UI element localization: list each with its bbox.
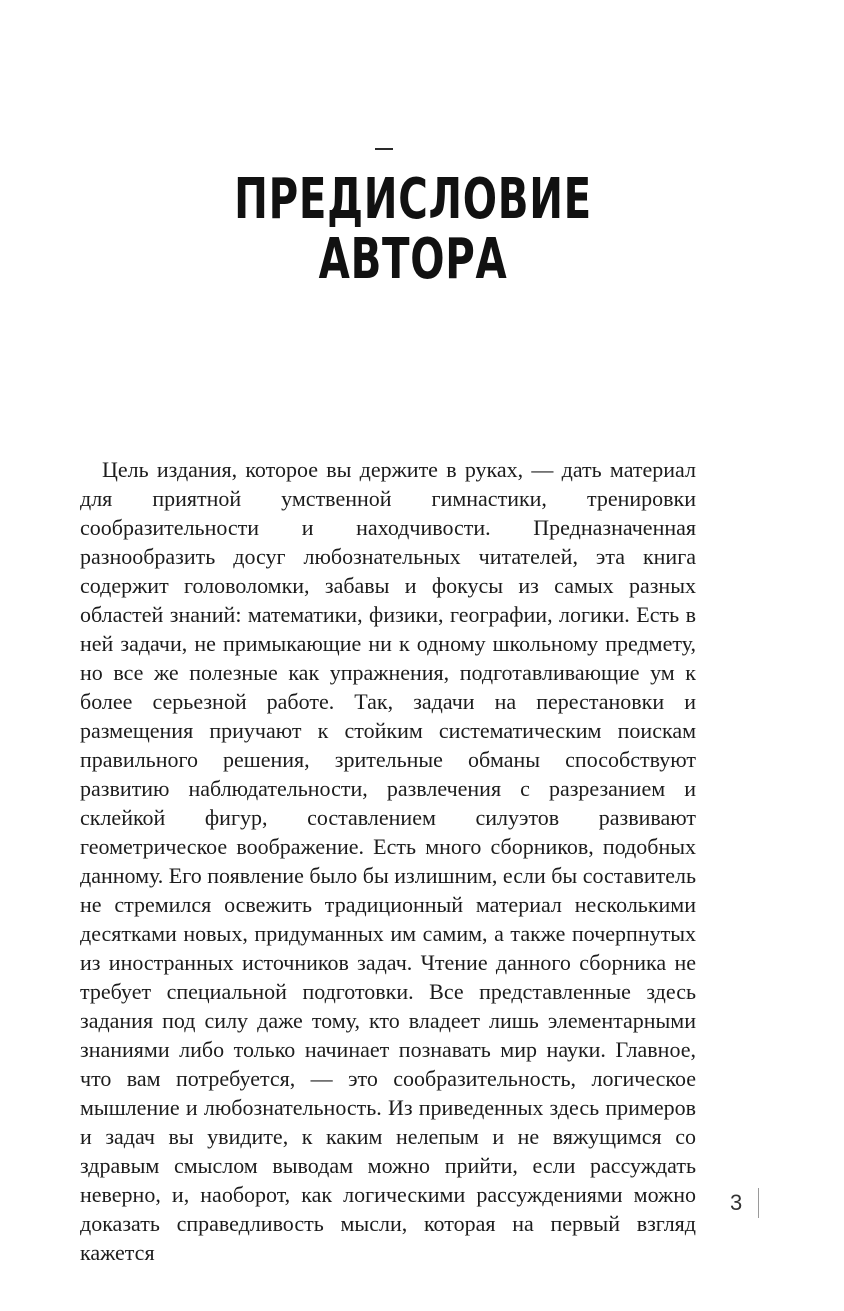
chapter-title-line-2: АВТОРА <box>318 227 508 292</box>
page-number-rule <box>758 1188 759 1218</box>
chapter-title-line-1: ПРЕДИСЛОВИЕ <box>234 167 592 232</box>
body-paragraph: Цель издания, которое вы держите в руках, — дать материал для приятной умственной гимнастики, тренировки сообразительности и находчивости. Предназначенная разнообразить досуг любознательных читателей, эта книга содержит головоломки, забавы и фокусы из самых разных областей знаний: математики, физики, географии, логики. Есть в ней задачи, не примыкающие ни к одному школьному предмету, но все же полезные как упражнения, подготавливающие ум к более серьезной работе. Так, задачи на перестановки и размещения приучают к стойким систематическим поискам правильного решения, зрительные обманы способствуют развитию наблюдательности, развлечения с разрезанием и склейкой фигур, составлением силуэтов развивают геометрическое воображение. Есть много сборников, подобных данному. Его появление было бы излишним, если бы составитель не стремился освежить традиционный материал несколькими десятками новых, придуманных им самим, а также почерпнутых из иностранных источников задач. Чтение данного сборника не требует специальной подготовки. Все представленные здесь задания под силу даже тому, кто владеет лишь элементарными знаниями либо только начинает познавать мир науки. Главное, что вам потребуется, — это сообразительность, логическое мышление и любознательность. Из приведенных здесь примеров и задач вы увидите, к каким нелепым и не вяжущимся со здравым смыслом выводам можно прийти, если рассуждать неверно, и, наоборот, как логическими рассуждениями можно доказать справедливость мысли, которая на первый взгляд кажется <box>80 457 696 1265</box>
chapter-title <box>109 167 717 292</box>
chapter-dash-ornament <box>375 148 393 150</box>
page-number: 3 <box>730 1190 743 1215</box>
